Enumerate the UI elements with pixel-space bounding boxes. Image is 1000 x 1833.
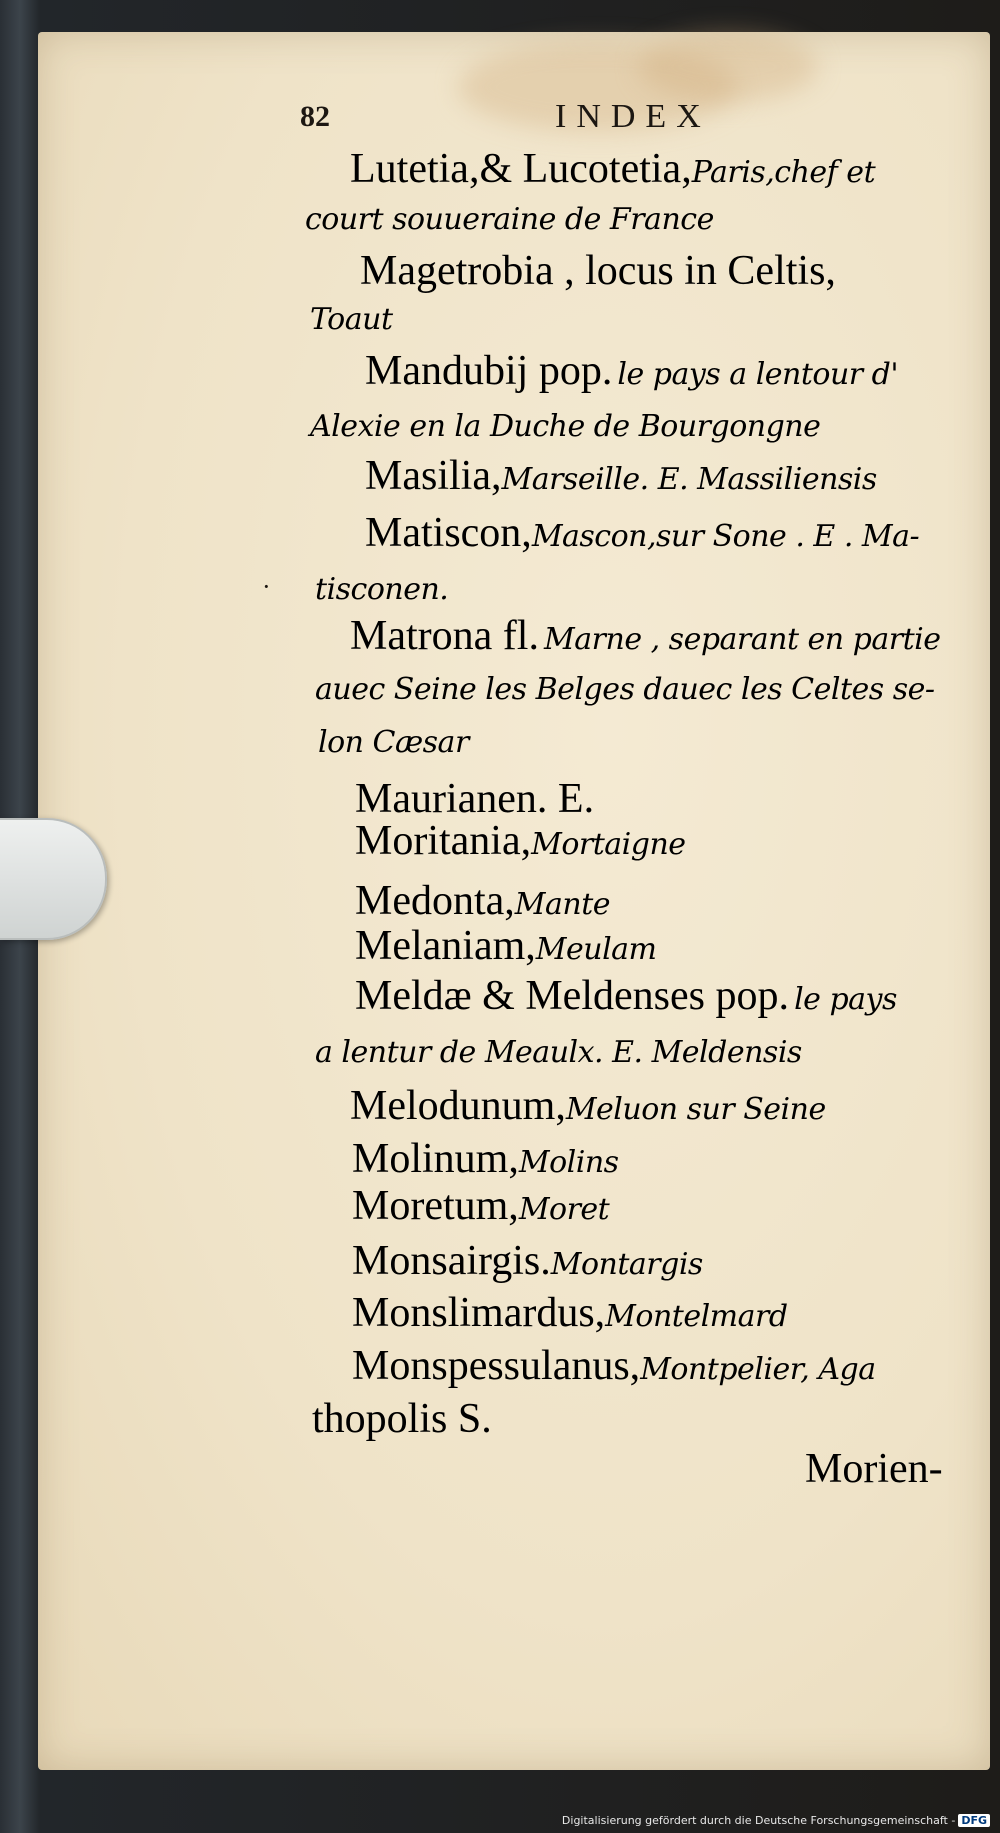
entry-term: Matiscon,: [365, 510, 532, 556]
entry-gloss: Moret: [518, 1192, 610, 1227]
index-entry: [360, 250, 836, 292]
index-entry: [315, 572, 449, 607]
entry-gloss: auec Seine les Belges dauec les Celtes se-: [315, 672, 935, 707]
page-number: 82: [300, 100, 330, 133]
entry-gloss: Meulam: [535, 932, 657, 967]
index-entry: [312, 1398, 492, 1440]
index-entry: [350, 615, 941, 657]
entry-term: thopolis S.: [312, 1396, 492, 1442]
entry-term: Meldæ & Meldenses pop.: [355, 973, 789, 1019]
entry-gloss: Mascon,sur Sone . E . Ma-: [531, 519, 920, 554]
entry-term: Monsairgis.: [352, 1238, 551, 1284]
index-entry: [315, 672, 935, 707]
index-entry: [355, 880, 610, 922]
entry-gloss: Montargis: [550, 1247, 703, 1282]
entry-gloss: Mante: [514, 887, 611, 922]
entry-gloss: Toaut: [310, 302, 393, 337]
margin-mark: ·: [262, 572, 271, 601]
entry-gloss: court souueraine de France: [305, 202, 714, 237]
entry-term: Medonta,: [355, 878, 515, 924]
index-entry: [355, 925, 657, 967]
index-entry: [355, 975, 897, 1017]
entry-term: Maurianen. E.: [355, 776, 595, 822]
entry-gloss: Molins: [518, 1145, 619, 1180]
digitization-credit: [562, 1814, 990, 1827]
index-entry: [310, 409, 821, 444]
index-entry: [352, 1138, 619, 1180]
entry-gloss: Meluon sur Seine: [565, 1092, 826, 1127]
entry-gloss: Marne , separant en partie: [544, 622, 941, 657]
entry-gloss: Mortaigne: [531, 827, 686, 862]
entry-term: Magetrobia , locus in Celtis,: [360, 248, 836, 294]
index-entry: [365, 350, 898, 392]
index-entry: [352, 1240, 703, 1282]
entry-term: Masilia,: [365, 453, 502, 499]
entry-gloss: lon Cæsar: [318, 725, 469, 760]
entry-gloss: Montpelier, Aga: [640, 1352, 876, 1387]
entry-gloss: Montelmard: [605, 1299, 788, 1334]
entry-term: Monslimardus,: [352, 1290, 606, 1336]
page-title: INDEX: [555, 98, 711, 135]
catchword: Morien-: [805, 1446, 943, 1492]
index-entry: [310, 302, 393, 337]
dfg-logo: DFG: [958, 1814, 990, 1827]
entry-gloss: Alexie en la Duche de Bourgongne: [310, 409, 821, 444]
index-entry: [365, 512, 919, 554]
index-entry: [350, 148, 875, 190]
index-entry: [305, 202, 714, 237]
index-entry: [352, 1185, 609, 1227]
entry-gloss: a lentur de Meaulx. E. Meldensis: [315, 1035, 802, 1070]
entry-term: Moritania,: [355, 818, 532, 864]
entry-gloss: tisconen.: [315, 572, 449, 607]
page-stain: [638, 32, 818, 102]
entry-term: Melodunum,: [350, 1083, 566, 1129]
entry-term: Matrona fl.: [350, 613, 539, 659]
entry-term: Melaniam,: [355, 923, 536, 969]
entry-term: Monspessulanus,: [352, 1343, 641, 1389]
index-entry: [365, 455, 877, 497]
entry-term: Mandubij pop.: [365, 348, 613, 394]
index-entry: [355, 820, 686, 862]
entry-term: Molinum,: [352, 1136, 519, 1182]
index-entry: [355, 778, 594, 820]
index-entry: [318, 725, 469, 760]
entry-term: Lutetia,& Lucotetia,: [350, 146, 692, 192]
index-entry: [352, 1292, 788, 1334]
entry-term: Moretum,: [352, 1183, 519, 1229]
entry-gloss: Marseille. E. Massiliensis: [501, 462, 877, 497]
entry-gloss: Paris,chef et: [691, 155, 876, 190]
credit-text: Digitalisierung gefördert durch die Deutsche Forschungsgemeinschaft -: [561, 1814, 956, 1827]
index-entry: [352, 1345, 876, 1387]
entry-gloss: le pays a lentour d': [617, 357, 899, 392]
index-entry: [350, 1085, 826, 1127]
entry-gloss: le pays: [794, 982, 897, 1017]
index-entry: [315, 1035, 802, 1070]
